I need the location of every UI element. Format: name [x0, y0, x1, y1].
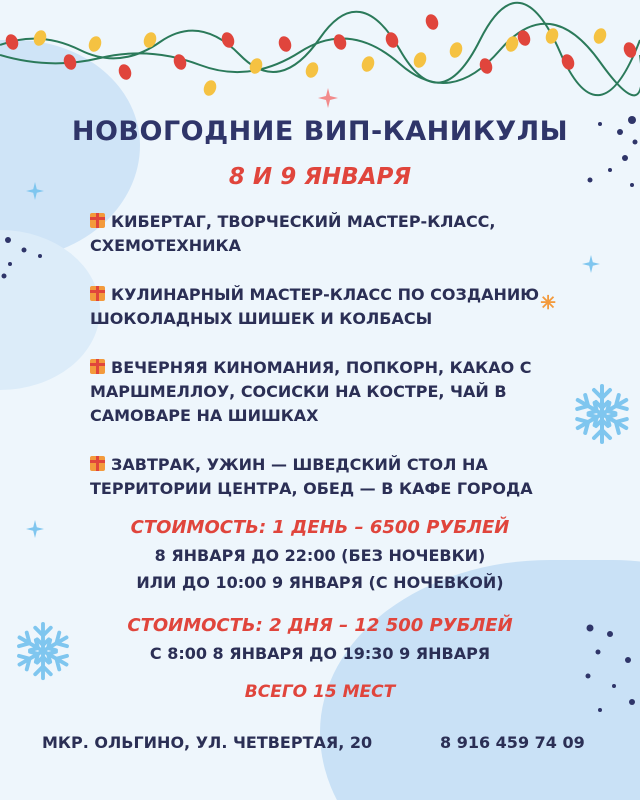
light-bulb — [544, 26, 561, 45]
page-title: НОВОГОДНИЕ ВИП-КАНИКУЛЫ — [71, 116, 569, 147]
price-heading: СТОИМОСТЬ: 1 ДЕНЬ – 6500 РУБЛЕЙ — [130, 517, 510, 538]
light-bulb — [172, 52, 189, 71]
gift-icon — [90, 359, 105, 374]
price-detail: С 8:00 8 ЯНВАРЯ ДО 19:30 9 ЯНВАРЯ — [149, 644, 491, 663]
light-bulb — [360, 54, 377, 73]
light-bulb — [304, 60, 321, 79]
activity-list — [90, 210, 580, 526]
price-detail: ИЛИ ДО 10:00 9 ЯНВАРЯ (С НОЧЕВКОЙ) — [136, 573, 504, 592]
price-block-2-days — [0, 612, 640, 667]
list-item: ЗАВТРАК, УЖИН — ШВЕДСКИЙ СТОЛ НА ТЕРРИТОРИИ ЦЕНТРА, ОБЕД — В КАФЕ ГОРОДА — [90, 455, 533, 498]
light-bulb — [248, 56, 265, 75]
gift-icon — [90, 286, 105, 301]
light-bulb — [202, 78, 219, 97]
price-heading: СТОИМОСТЬ: 2 ДНЯ – 12 500 РУБЛЕЙ — [127, 615, 513, 636]
light-bulb — [117, 62, 134, 81]
light-bulb — [448, 40, 465, 59]
light-bulb — [87, 34, 104, 53]
light-bulb — [412, 50, 429, 69]
seats-count: ВСЕГО 15 МЕСТ — [244, 682, 396, 702]
sparkle-icon — [318, 88, 338, 108]
price-block-1-day — [0, 514, 640, 596]
christmas-lights-icon — [0, 0, 640, 100]
light-bulb — [62, 52, 79, 71]
light-bulb — [592, 26, 609, 45]
sparkle-icon — [582, 255, 600, 273]
light-bulb — [220, 30, 237, 49]
light-bulb — [32, 28, 49, 47]
light-bulb — [277, 34, 294, 53]
list-item: КУЛИНАРНЫЙ МАСТЕР-КЛАСС ПО СОЗДАНИЮ ШОКОЛАДНЫХ ШИШЕК И КОЛБАСЫ — [90, 285, 540, 328]
gift-icon — [90, 456, 105, 471]
event-dates: 8 И 9 ЯНВАРЯ — [228, 164, 412, 190]
list-item: КИБЕРТАГ, ТВОРЧЕСКИЙ МАСТЕР-КЛАСС, СХЕМОТЕХНИКА — [90, 212, 496, 255]
price-detail: 8 ЯНВАРЯ ДО 22:00 (БЕЗ НОЧЕВКИ) — [154, 546, 486, 565]
list-item: ВЕЧЕРНЯЯ КИНОМАНИЯ, ПОПКОРН, КАКАО С МАРШМЕЛЛОУ, СОСИСКИ НА КОСТРЕ, ЧАЙ В САМОВАРЕ НА ШИШКАХ — [90, 358, 532, 425]
light-bulb — [142, 30, 159, 49]
decorative-dots — [0, 232, 50, 282]
light-bulb — [332, 32, 349, 51]
light-bulb — [424, 12, 441, 31]
light-bulb — [516, 28, 533, 47]
gift-icon — [90, 213, 105, 228]
address: МКР. ОЛЬГИНО, УЛ. ЧЕТВЕРТАЯ, 20 — [42, 733, 373, 752]
light-bulb — [4, 32, 21, 51]
light-bulb — [622, 40, 639, 59]
phone-number[interactable]: 8 916 459 74 09 — [440, 733, 585, 752]
